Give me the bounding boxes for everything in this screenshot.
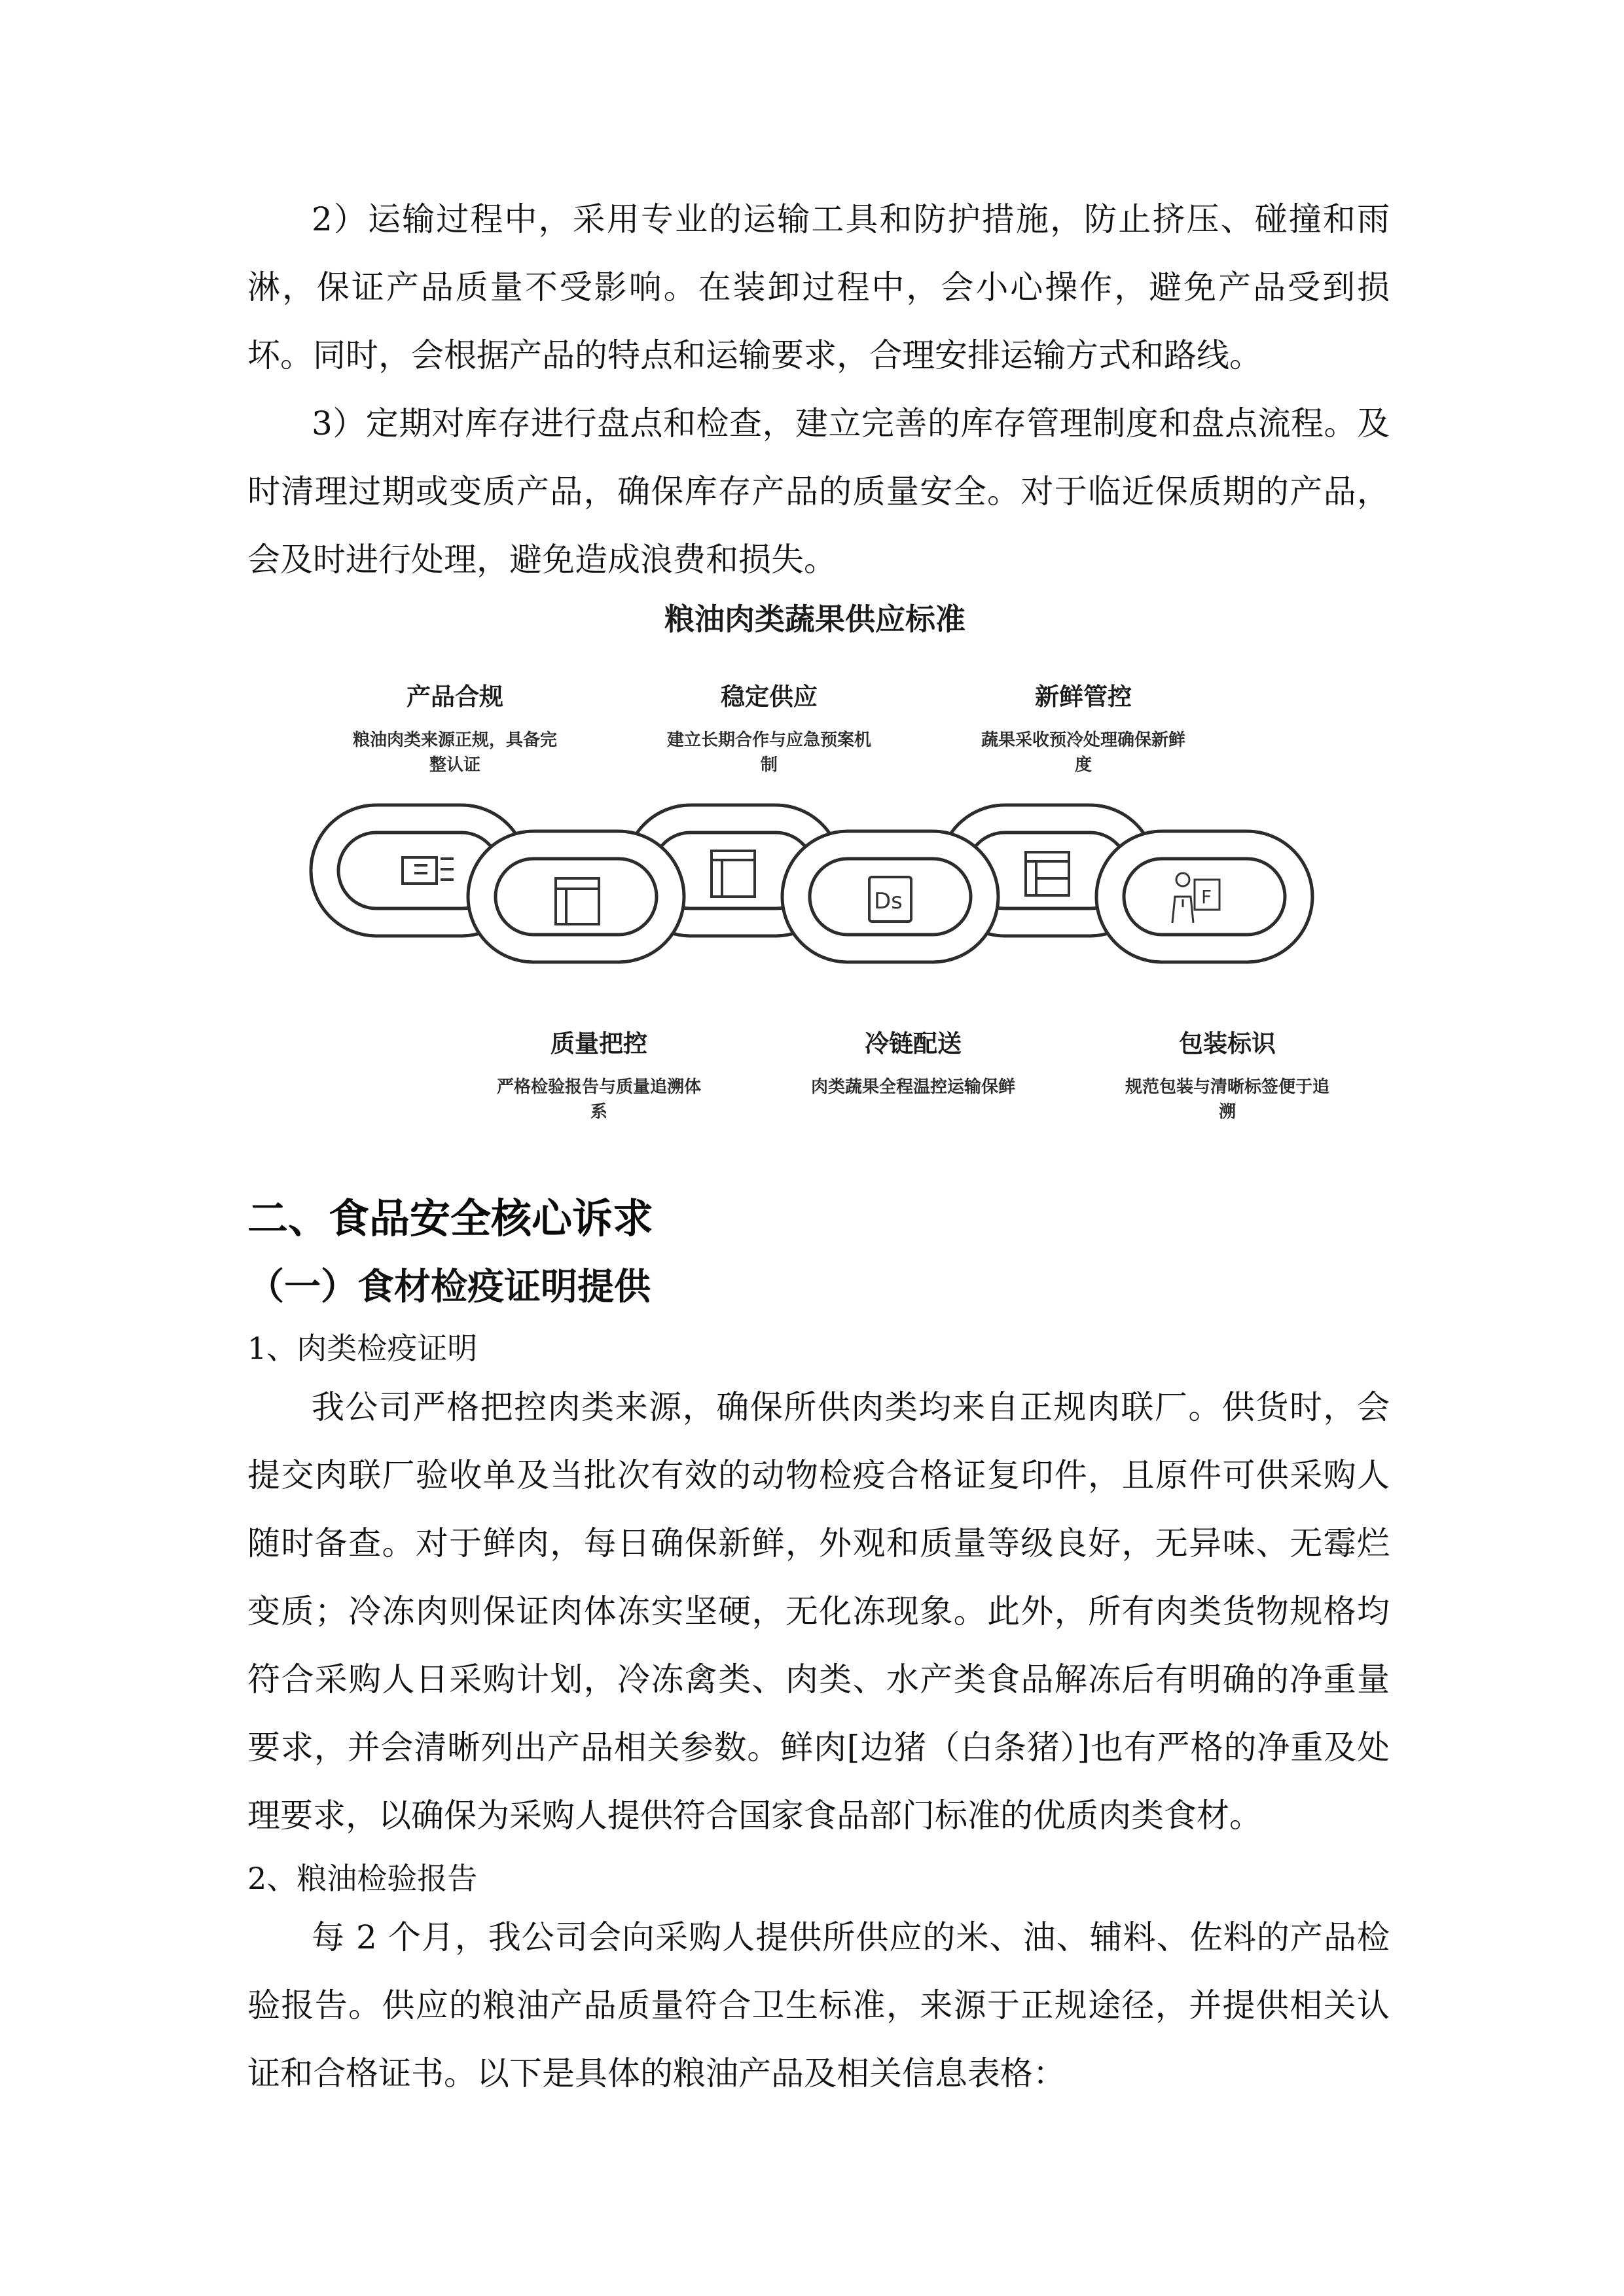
label-desc: 严格检验报告与质量追溯体系	[496, 1077, 701, 1122]
label-title: 冷链配送	[865, 1030, 962, 1058]
label-quality-control	[475, 1028, 723, 1124]
section-heading: 二、食品安全核心诉求	[247, 1194, 654, 1242]
label-desc: 规范包装与清晰标签便于追溯	[1125, 1077, 1329, 1122]
item1-paragraph: 我公司严格把控肉类来源，确保所供肉类均来自正规肉联厂。供货时，会提交肉联厂验收单及当批次有效的动物检疫合格证复印件，且原件可供采购人随时备查。对于鲜肉，每日确保新鲜，外观和质量等级良好，无异味、无霉烂变质；冷冻肉则保证肉体冻实坚硬，无化冻现象。此外，所有肉类货物规格均符合采购人日采购计划，冷冻禽类、肉类、水产类食品解冻后有明确的净重量要求，并会清晰列出产品相关参数。鲜肉[边猪（白条猪）]也有严格的净重及处理要求，以确保为采购人提供符合国家食品部门标准的优质肉类食材。	[247, 1388, 1390, 1835]
supply-standard-figure	[298, 576, 1332, 1165]
label-desc: 建立长期合作与应急预案机制	[666, 730, 871, 775]
figure-title: 粮油肉类蔬果供应标准	[664, 601, 965, 637]
label-desc: 肉类蔬果全程温控运输保鲜	[810, 1077, 1015, 1097]
label-product-compliance	[331, 681, 579, 778]
label-title: 质量把控	[550, 1030, 647, 1058]
item1-label: 1、肉类检疫证明	[247, 1331, 478, 1366]
label-cold-chain	[789, 1028, 1038, 1100]
label-freshness-control	[959, 681, 1208, 778]
label-desc: 粮油肉类来源正规，具备完整认证	[352, 730, 557, 775]
label-packaging	[1103, 1028, 1352, 1124]
item2-paragraph: 每 2 个月，我公司会向采购人提供所供应的米、油、辅料、佐料的产品检验报告。供应的粮油产品质量符合卫生标准，来源于正规途径，并提供相关认证和合格证书。以下是具体的粮油产品及相关信息表格：	[247, 1918, 1390, 2092]
ds-icon-text: Ds	[874, 888, 903, 914]
badge-icon-text: F	[1201, 886, 1212, 908]
chain-diagram	[298, 792, 1332, 969]
document-icon	[403, 857, 454, 884]
label-title: 稳定供应	[721, 683, 818, 711]
label-title: 新鲜管控	[1035, 683, 1132, 711]
label-desc: 蔬果采收预冷处理确保新鲜度	[981, 730, 1185, 775]
item2-label: 2、粮油检验报告	[247, 1861, 478, 1896]
paragraph-inventory: 3）定期对库存进行盘点和检查，建立完善的库存管理制度和盘点流程。及时清理过期或变质产品，确保库存产品的质量安全。对于临近保质期的产品，会及时进行处理，避免造成浪费和损失。	[247, 404, 1390, 579]
subsection-heading: （一）食材检疫证明提供	[247, 1266, 651, 1308]
grid-window-icon	[1026, 852, 1069, 895]
label-stable-supply	[645, 681, 893, 778]
chain-link	[468, 831, 684, 962]
paragraph-transport: 2）运输过程中，采用专业的运输工具和防护措施，防止挤压、碰撞和雨淋，保证产品质量不受影响。在装卸过程中，会小心操作，避免产品受到损坏。同时，会根据产品的特点和运输要求，合理安排运输方式和路线。	[247, 200, 1390, 374]
label-title: 产品合规	[406, 683, 503, 711]
label-title: 包装标识	[1179, 1030, 1276, 1058]
window-icon	[712, 851, 755, 897]
